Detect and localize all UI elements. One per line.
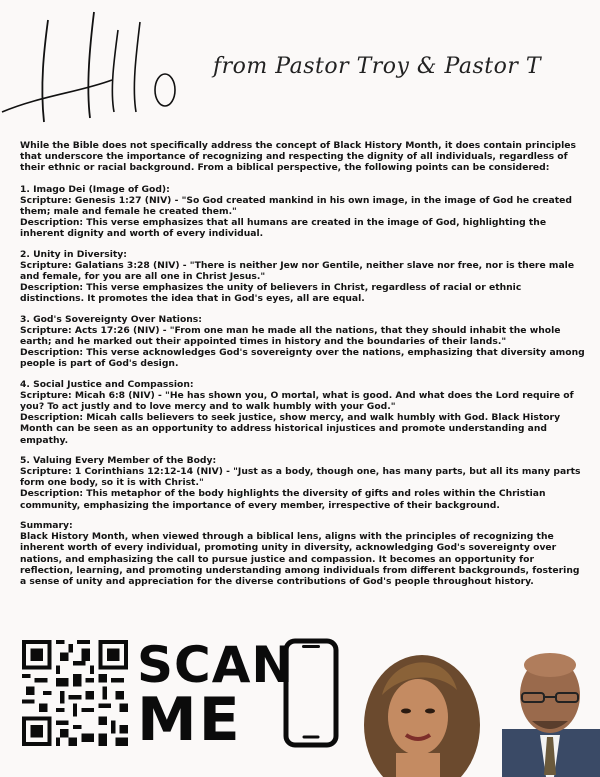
section-scripture: Scripture: Acts 17:26 (NIV) - "From one man he made all the nations, that they should inhabit the whole earth; and he marked out their appointed times in history and the boundaries of their lands." — [20, 324, 561, 348]
section-summary — [20, 520, 588, 587]
qr-code-icon[interactable] — [22, 640, 128, 746]
section-description: Description: This metaphor of the body highlights the diversity of gifts and roles within the Christian community, emphasizing the importance of every member, irrespective of their background. — [20, 488, 546, 511]
scan-label: SCAN — [137, 636, 295, 694]
section-imago-dei — [20, 184, 588, 240]
section-title: 5. Valuing Every Member of the Body: — [20, 454, 217, 466]
from-pastors-subtitle: from Pastor Troy & Pastor T — [213, 54, 541, 79]
summary-title: Summary: — [20, 519, 73, 531]
section-social-justice — [20, 379, 588, 446]
section-scripture: Scripture: Galatians 3:28 (NIV) - "There is neither Jew nor Gentile, neither slave nor free, nor is there male and female, for you are all one in Christ Jesus." — [20, 259, 575, 283]
section-scripture: Scripture: Genesis 1:27 (NIV) - "So God created mankind in his own image, in the image of God he created them; male and female he created them." — [20, 194, 572, 218]
section-scripture: Scripture: 1 Corinthians 12:12-14 (NIV) - "Just as a body, though one, has many parts, but all its many parts form one body, so it is with Christ." — [20, 466, 581, 489]
section-valuing-members — [20, 455, 588, 511]
section-unity-in-diversity — [20, 249, 588, 305]
summary-text: Black History Month, when viewed through a biblical lens, aligns with the principles of recognizing the inherent worth of every individual, promoting unity in diversity, acknowledging God's sovereignty over nations, and emphasizing the call to pursue justice and compassion. It becomes an opportunity for reflection, learning, and promoting understanding among individuals from different backgrounds, fostering a sense of unity and appreciation for the diverse contributions of God's people throughout history. — [20, 531, 580, 587]
section-description: Description: This verse emphasizes the unity of believers in Christ, regardless of racial or ethnic distinctions. It promotes the idea that in God's eyes, all are equal. — [20, 282, 522, 305]
section-description: Description: Micah calls believers to seek justice, show mercy, and walk humbly with God. Black History Month can be seen as an opportunity to address historical injustices and promote understanding and empathy. — [20, 412, 561, 446]
section-scripture: Scripture: Micah 6:8 (NIV) - "He has shown you, O mortal, what is good. And what does the Lord require of you? To act justly and to love mercy and to walk humbly with your God." — [20, 389, 574, 413]
section-title: 1. Imago Dei (Image of God): — [20, 183, 170, 195]
pastors-photo — [352, 625, 600, 777]
section-description: Description: This verse emphasizes that all humans are created in the image of God, highlighting the inherent dignity and worth of every individual. — [20, 217, 547, 240]
intro-paragraph: While the Bible does not specifically address the concept of Black History Month, it does contain principles that underscore the importance of recognizing and respecting the dignity of all individuals, regardless of their ethnic or racial background. From a biblical perspective, the following points can be considered: — [20, 140, 576, 174]
footer-cta — [0, 625, 600, 777]
header — [0, 0, 600, 135]
section-description: Description: This verse acknowledges God's sovereignty over the nations, emphasizing that diversity among people is part of God's design. — [20, 347, 585, 370]
section-title: 3. God's Sovereignty Over Nations: — [20, 313, 202, 325]
section-title: 2. Unity in Diversity: — [20, 248, 127, 260]
article-body — [20, 140, 588, 596]
section-title: 4. Social Justice and Compassion: — [20, 378, 194, 390]
me-label: ME — [137, 685, 242, 755]
section-gods-sovereignty — [20, 314, 588, 370]
smartphone-icon — [282, 638, 340, 748]
